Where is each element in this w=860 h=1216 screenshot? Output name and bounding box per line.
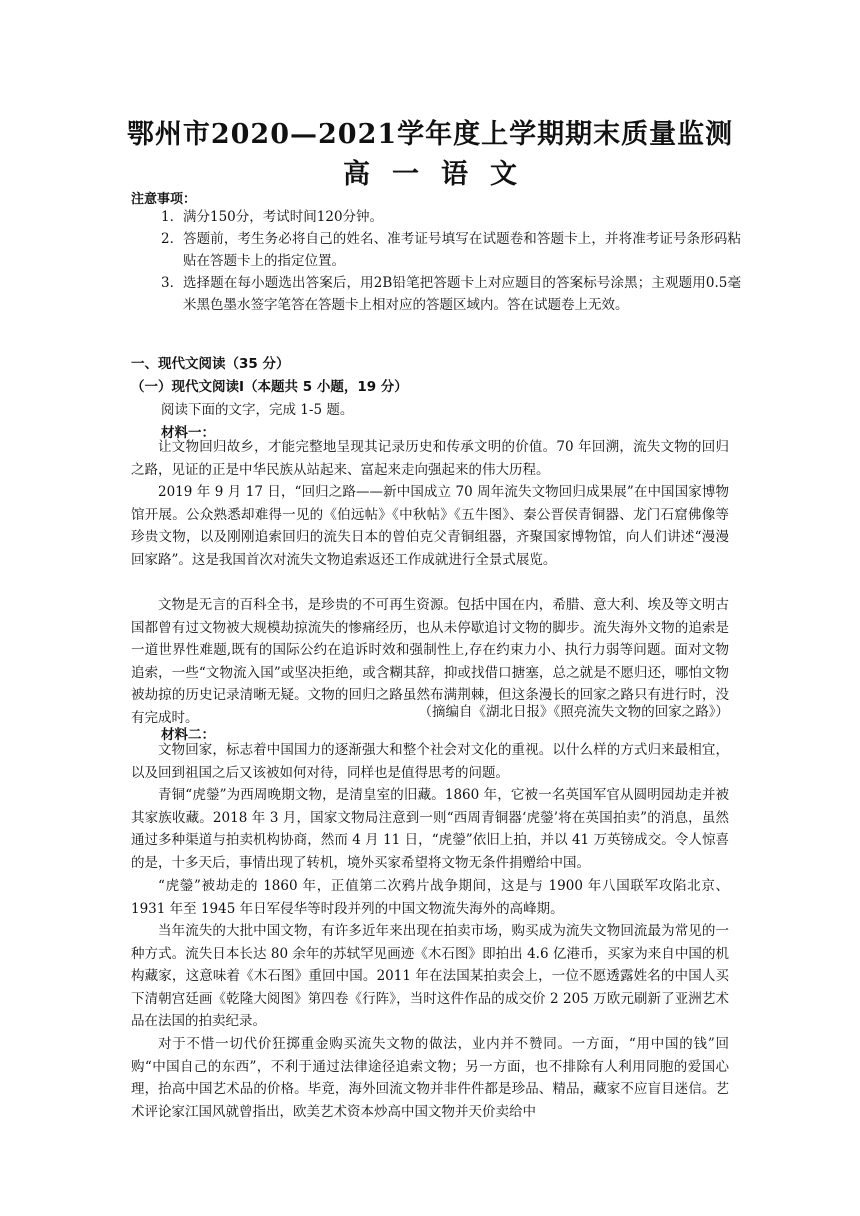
notice-item-number: 2． (161, 231, 184, 247)
notice-item-text: 答题前，考生务必将自己的姓名、准考证号填写在试题卷和答题卡上，并将准考证号条形码粘贴在答题卡上的指定位置。 (183, 231, 741, 269)
exam-title: 鄂州市2020—2021学年度上学期期末质量监测 (126, 119, 734, 150)
notice-heading: 注意事项： (131, 192, 197, 207)
paragraph: 让文物回归故乡，才能完整地呈现其记录历史和传承文明的价值。70 年回溯，流失文物的回归之路，见证的正是中华民族从站起来、富起来走向强起来的伟大历程。 (131, 439, 729, 478)
material-heading: 材料二： (161, 727, 215, 743)
source-citation: （摘编自《湖北日报》《照亮流失文物的回家之路》） (418, 704, 729, 720)
paragraph: 当年流失的大批中国文物，有许多近年来出现在拍卖市场，购买成为流失文物回流最为常见的一种方式。流失日本长达 80 余年的苏轼罕见画迹《木石图》即拍出 4.6 亿港币，买家为来自中国的机构藏家，这意味着《木石图》重回中国。2011 年在法国某拍卖会上，一位不愿透露姓名的中国人买下清朝宫廷画《乾隆大阅图》第四卷《行阵》，当时这件作品的成交价 2 205 万欧元刷新了亚洲艺术品在法国的拍卖纪录。 (131, 923, 729, 1030)
notice-item-text: 满分150分，考试时间120分钟。 (183, 209, 384, 225)
notice-item (161, 206, 741, 228)
reading-instruction: 阅读下面的文字，完成 1-5 题。 (161, 402, 354, 418)
exam-subject: 高一语文 (343, 159, 539, 190)
paragraph: 文物是无言的百科全书，是珍贵的不可再生资源。包括中国在内，希腊、意大利、埃及等文明古国都曾有过文物被大规模劫掠流失的惨痛经历，也从未停歇追讨文物的脚步。流失海外文物的追索是一道世界性难题,既有的国际公约在追诉时效和强制性上,存在约束力小、执行力弱等问题。面对文物追索，一些“文物流入国”或坚决拒绝，或含糊其辞，抑或找借口搪塞，总之就是不愿归还，哪怕文物被劫掠的历史记录清晰无疑。文物的回归之路虽然布满荆棘，但这条漫长的回家之路只有进行时，没有完成时。 (131, 597, 729, 726)
subsection-heading: （一）现代文阅读Ⅰ（本题共 5 小题，19 分） (131, 379, 408, 395)
notice-item-number: 1． (161, 209, 184, 225)
notice-list (161, 206, 741, 316)
paragraph: 青铜“虎鎣”为西周晚期文物，是清皇室的旧藏。1860 年，它被一名英国军官从圆明园劫走并被其家族收藏。2018 年 3 月，国家文物局注意到一则“西周青铜器‘虎鎣’将在英国拍卖”的消息，虽然通过多种渠道与拍卖机构协商，然而 4 月 11 日，“虎鎣”依旧上拍，并以 41 万英镑成交。令人惊喜的是，十多天后，事情出现了转机，境外买家希望将文物无条件捐赠给中国。 (131, 787, 729, 871)
section-heading: 一、现代文阅读（35 分） (131, 356, 290, 372)
paragraph: 文物回家，标志着中国国力的逐渐强大和整个社会对文化的重视。以什么样的方式归来最相宜，以及回到祖国之后又该被如何对待，同样也是值得思考的问题。 (131, 742, 729, 781)
paragraph: 2019 年 9 月 17 日，“回归之路——新中国成立 70 周年流失文物回归成果展”在中国国家博物馆开展。公众熟悉却难得一见的《伯远帖》《中秋帖》《五牛图》、秦公晋侯青铜器、龙门石窟佛像等珍贵文物，以及刚刚追索回归的流失日本的曾伯克父青铜组器，齐聚国家博物馆，向人们讲述“漫漫回家路”。这是我国首次对流失文物追索返还工作成就进行全景式展览。 (131, 484, 729, 568)
notice-item (161, 228, 741, 272)
material-heading: 材料一： (161, 425, 215, 441)
paragraph: “虎鎣”被劫走的 1860 年，正值第二次鸦片战争期间，这是与 1900 年八国联军攻陷北京、1931 年至 1945 年日军侵华等时段并列的中国文物流失海外的高峰期。 (131, 878, 729, 917)
paragraph: 对于不惜一切代价狂掷重金购买流失文物的做法，业内并不赞同。一方面，“用中国的钱”回购“中国自己的东西”，不利于通过法律途径追索文物；另一方面，也不排除有人利用同胞的爱国心理，抬高中国艺术品的价格。毕竟，海外回流文物并非件件都是珍品、精品，藏家不应盲目迷信。艺术评论家江国风就曾指出，欧美艺术资本炒高中国文物并天价卖给中 (131, 1036, 729, 1120)
notice-item-number: 3． (161, 275, 184, 291)
notice-item-text: 选择题在每小题选出答案后，用2B铅笔把答题卡上对应题目的答案标号涂黑；主观题用0.5毫米黑色墨水签字笔答在答题卡上相对应的答题区域内。答在试题卷上无效。 (183, 275, 741, 313)
notice-item (161, 272, 741, 316)
